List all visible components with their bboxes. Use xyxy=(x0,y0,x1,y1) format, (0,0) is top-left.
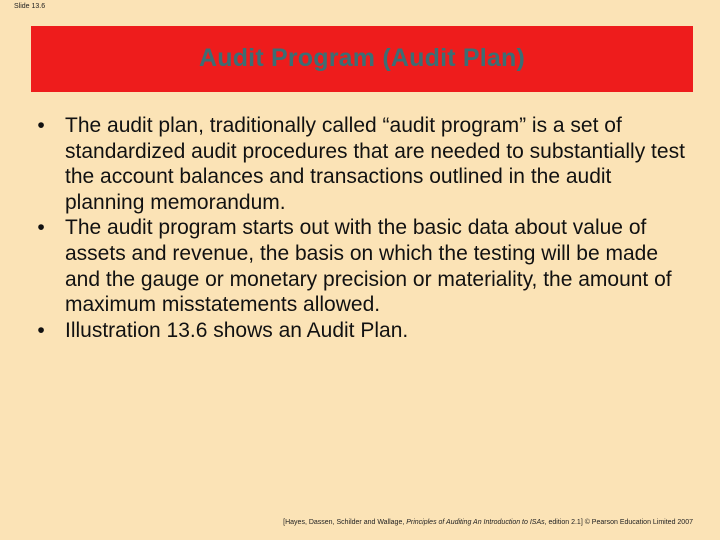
bullet-item xyxy=(31,215,691,317)
citation-footer xyxy=(283,519,693,526)
bullet-text: The audit plan, traditionally called “audit program” is a set of standardized audit procedures that are needed to substantially test the account balances and transactions outlined in the audit planning memorandum. xyxy=(65,114,685,214)
bullet-icon: • xyxy=(37,318,45,342)
bullet-item xyxy=(31,113,691,215)
slide-number: Slide 13.6 xyxy=(14,3,46,10)
bullet-list xyxy=(31,113,691,343)
bullet-text: The audit program starts out with the basic data about value of assets and revenue, the basis on which the testing will be made and the gauge or monetary precision or materiality, the amount of maximum misstatements allowed. xyxy=(65,216,672,317)
bullet-text: Illustration 13.6 shows an Audit Plan. xyxy=(65,318,409,342)
title-banner xyxy=(31,26,693,92)
bullet-icon: • xyxy=(37,216,45,240)
citation-prefix: [Hayes, Dassen, Schilder and Wallage, xyxy=(283,519,407,526)
citation-book-title: Principles of Auditing An Introduction to ISAs xyxy=(406,519,545,526)
slide-title: Audit Program (Audit Plan) xyxy=(198,43,526,72)
bullet-item xyxy=(31,318,691,344)
bullet-icon: • xyxy=(37,114,45,137)
citation-suffix: , edition 2.1] © Pearson Education Limited 2007 xyxy=(544,519,693,526)
